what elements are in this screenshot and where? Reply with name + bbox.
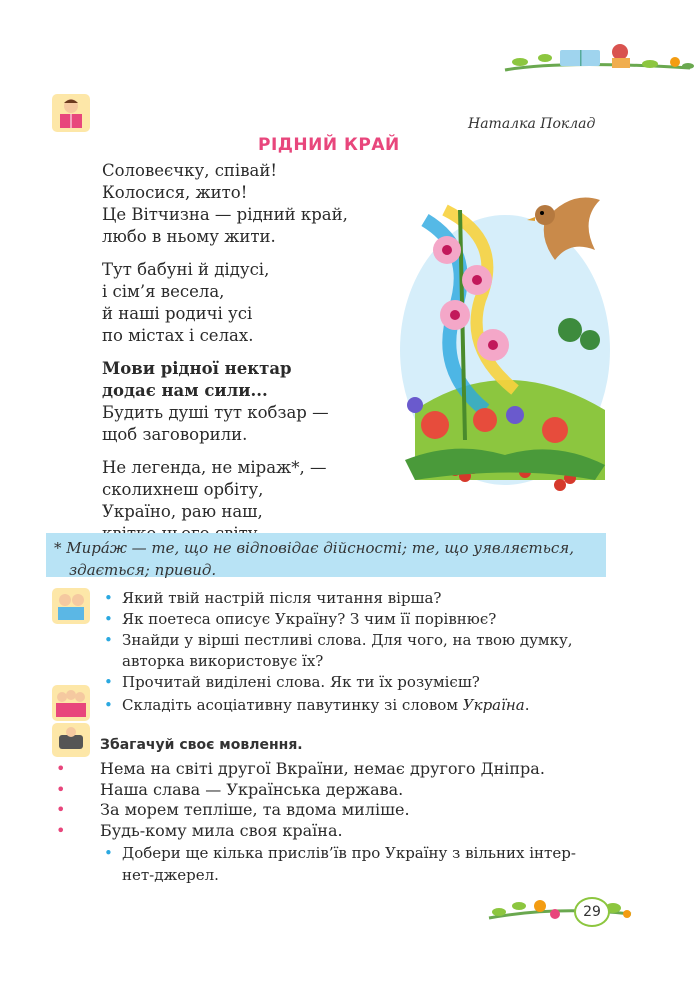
group-task-keyword: Україна [462,696,525,714]
group-task-text: Складіть асоціативну павутинку зі словом [122,696,463,714]
poem-line: і сім’я весела, [102,282,225,301]
author-name: Наталка Поклад [468,116,596,132]
proverb-item: • За морем тепліше, та вдома миліше. [56,800,545,821]
poem-line-highlight: Мови рідної нектар [102,359,292,378]
question-item: • Прочитай виділені слова. Як ти їх розумієш? [104,672,573,692]
pair-work-icon [52,588,90,624]
final-task-item: • Добери ще кілька прислів’їв про Україну з вільних інтер- [104,843,624,864]
footnote-line: здається; привид. [69,561,217,579]
proverb-item: • Нема на світі другої Вкраїни, немає другого Дніпра. [56,759,545,780]
question-item: • Який твій настрій після читання вірша? [104,588,573,608]
group-task-item [104,695,530,715]
poem-line: Будить душі тут кобзар — [102,403,329,422]
poem-line: сколихнеш орбіту, [102,480,264,499]
question-continuation: авторка використовує їх? [122,652,324,670]
stanza-3 [102,358,402,446]
poem-line: по містах і селах. [102,326,254,345]
decor-branch-top [500,40,695,80]
stanza-2 [102,259,402,347]
poem-line: Тут бабуні й дідусі, [102,260,270,279]
page-number: 29 [574,897,610,927]
poem-line: Соловеєчку, співай! [102,161,277,180]
stanza-1 [102,160,402,248]
section-title: Збагачуй своє мовлення. [100,737,303,753]
poem-line: любо в ньому жити. [102,227,276,246]
stanza-4 [102,457,402,545]
footnote-line: * Мира́ж — те, що не відповідає дійсності; те, що уявляється, [54,539,574,557]
poem-line: щоб заговорили. [102,425,248,444]
poem-line: й наші родичі усі [102,304,253,323]
proverbs-list [56,759,545,841]
footnote [54,537,599,581]
poem-line: Україно, раю наш, [102,502,263,521]
poem [102,160,402,556]
question-item: • Як поетеса описує Україну? З чим її порівнює? [104,609,573,629]
speech-icon [52,723,90,757]
poem-line: Колосися, жито! [102,183,248,202]
final-task-continuation: нет-джерел. [122,866,219,884]
final-task [104,843,624,886]
reading-boy-icon [52,94,90,132]
group-work-icon [52,685,90,721]
poem-line-highlight: додає нам сили... [102,381,268,400]
proverb-item: • Наша слава — Українська держава. [56,780,545,801]
poem-line: Не легенда, не міраж*, — [102,458,327,477]
bird-illustration [395,180,610,500]
question-item: • Знайди у вірші пестливі слова. Для чого, на твою думку, [104,630,573,650]
proverb-item: • Будь-кому мила своя країна. [56,821,545,842]
page-title: РІДНИЙ КРАЙ [258,135,400,155]
questions-list [104,588,573,693]
poem-line: Це Вітчизна — рідний край, [102,205,348,224]
decor-branch-bottom [485,884,635,928]
group-task-end: . [524,696,530,714]
group-task [104,695,530,716]
